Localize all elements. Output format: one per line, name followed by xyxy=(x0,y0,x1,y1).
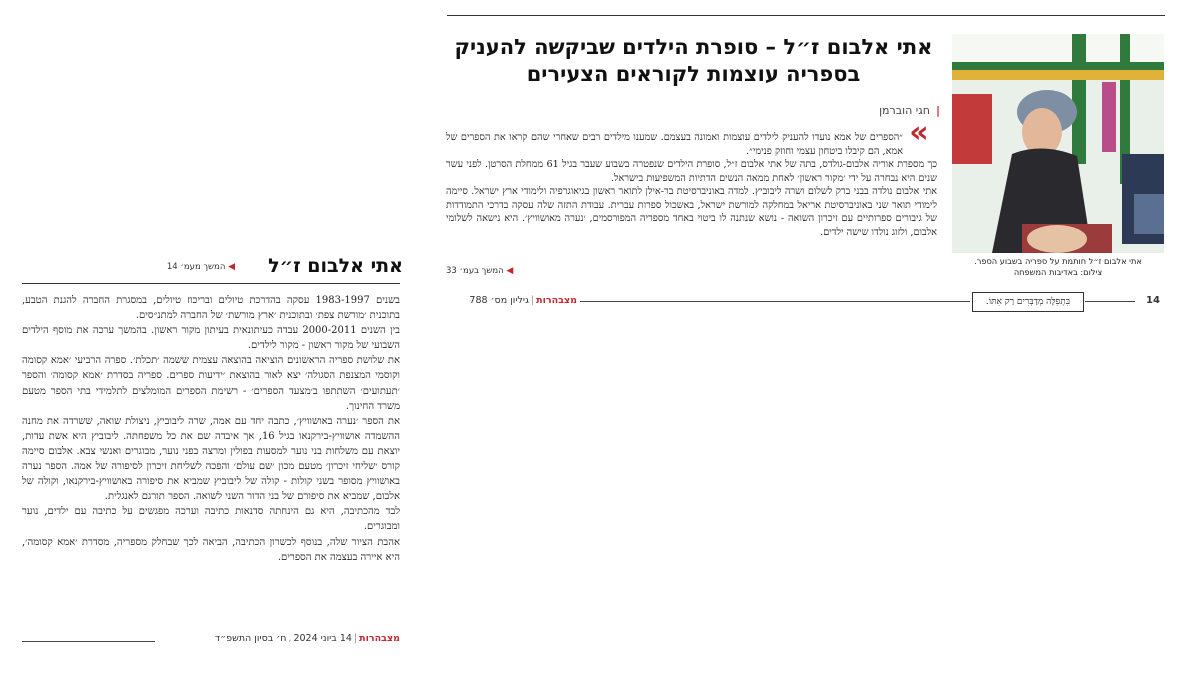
magazine-brand: מצבהרות xyxy=(536,295,577,306)
footer-date: 14 ביוני 2024 xyxy=(293,633,352,644)
body-paragraph: אתי אלבום נולדה בבני ברק לשלום ושרה ליבוביץ. למדה באוניברסיטת בר-אילן לתואר ראשון בגיאוגרפיה ולימודי ארץ ישראל. סיימה לימודי תואר שני באוניברסיטת אריאל במחלקה למורשת ישראל, באשכול ספרות עברית. עבודת התזה שלה עסקה בדרכי התמודדות של גיבורים ספרותיים עם זיכרון השואה - נושא שנתנה לו ביטוי באחד מספריה המפורסמים, ׳נערה מאושוויץ׳. היא נישאה לשלומי אלבום, ולזוג נולדו שישה ילדים. xyxy=(446,186,937,238)
caption-text: אתי אלבום ז״ל חותמת על ספריה בשבוע הספר. xyxy=(974,256,1142,266)
footer-separator: | xyxy=(353,633,358,644)
body-paragraph: בשנים 1983-1997 עסקה בהדרכת טיולים ובריכוז טיולים, במסגרת החברה להגנת הטבע, בתוכנית ׳מורשת צפת׳ ובתוכנית ׳ארץ מורשת׳ של החברה למתנ״סים. xyxy=(22,295,400,322)
continued-on-note[interactable] xyxy=(446,266,606,276)
continued-from-note[interactable] xyxy=(160,262,235,272)
magazine-brand: מצבהרות xyxy=(359,633,400,644)
photo-caption xyxy=(952,256,1164,278)
footer-rule xyxy=(1085,301,1135,302)
article-body-right xyxy=(446,131,937,239)
footer-rule xyxy=(22,641,155,642)
continued-on-text: המשך בעמ׳ 33 xyxy=(446,266,504,276)
article-photo xyxy=(952,34,1164,253)
article-body-left xyxy=(22,293,400,565)
footer-hebrew-date: ח׳ בסיון התשפ״ד xyxy=(214,633,287,644)
footer-separator: | xyxy=(530,295,535,306)
continue-arrow-icon: ◀ xyxy=(506,266,514,276)
page-number: 14 xyxy=(1146,295,1160,306)
body-paragraph: לבד מהכתיבה, היא גם הינחתה סדנאות כתיבה וערכה מפגשים על כתיבה עם ילדים, נוער ומבוגרים. xyxy=(22,506,400,533)
issue-number: גיליון מס׳ 788 xyxy=(469,295,529,306)
footer-rule xyxy=(580,301,970,302)
body-paragraph: אהבת הציור שלה, בנוסף לכשרון הכתיבה, הביאה לכך שבחלק מספריה, מסדרת ׳אמא קסומה׳, היא איירה בעצמה את הספרים. xyxy=(22,536,400,563)
footer-right xyxy=(447,295,577,306)
continued-from-text: המשך מעמ׳ 14 xyxy=(166,262,226,272)
article-headline: אתי אלבום ז״ל – סופרת הילדים שביקשה להעניק בספריה עוצמות לקוראים הצעירים xyxy=(454,35,933,86)
footer-left xyxy=(160,633,400,644)
footer-separator: , xyxy=(288,633,292,644)
slogan-box: בִּתְפִלָּה מְדַבְּרִים רַק אִתּוֹ. xyxy=(972,292,1084,312)
title-rule xyxy=(22,283,400,284)
byline xyxy=(447,104,940,117)
byline-bar: | xyxy=(935,104,940,117)
continue-arrow-icon: ◀ xyxy=(228,262,235,272)
top-rule xyxy=(447,15,1165,16)
quote-chevron-icon: « xyxy=(909,115,929,150)
body-paragraph: כך מספרת אוריה אלבום-גולדס, בתה של אתי אלבום ז״ל, סופרת הילדים שנפטרה בשבוע שעבר בגיל 61 ממחלת הסרטן. לפני עשר שנים היא נבחרה על ידי ׳מקור ראשון׳ לאחת ממאה הנשים הדתיות המשפיעות בישראל. xyxy=(446,159,937,184)
photo-credit: צילום: באדיבות המשפחה xyxy=(1013,267,1103,277)
body-paragraph: בין השנים 2000-2011 עבדה כעיתונאית בעיתון מקור ראשון. בהמשך ערכה את מוסף הילדים השבועי של מקור ראשון - מקור לילדים. xyxy=(22,325,400,352)
body-paragraph: את הספר ׳נערה באושוויץ׳, כתבה יחד עם אמה, שרה ליבוביץ, ניצולת שואה, ששרדה את מחנה ההשמדה אושוויץ-בירקנאו בגיל 16, אך איבדה שם את כל משפחתה. ליבוביץ היא אשת עדות, יוצאת עם משלחות בני נוער למסעות בפולין ומרצה בפני נוער, מבוגרים ואנשי צבא. אלבום סיימה קורס ׳שליחי זיכרון׳ מטעם מכון ׳שם עולם׳ והפכה לשליחת זיכרון לסיפורה של אמה. הספר נערה באושוויץ מסופר בשני קולות - קולה של ליבוביץ שמביא את סיפורה באושוויץ-בירקנאו, וקולה של אלבום, שמביא את סיפורם של בני הדור השני לשואה. הספר תורגם לאנגלית. xyxy=(22,415,400,503)
body-paragraph: את שלושת ספריה הראשונים הוציאה בהוצאה עצמית ששמה ׳תכלת׳. ספרה הרביעי ׳אמא קסומה וקוסמי המצנפת הסגולה׳ יצא לאור בהוצאת ׳ידיעות ספרים. ספריה בסדרת ׳אמא קסומה׳ והספר ׳תעתועים׳ השתתפו ב׳מצעד הספרים׳ - רשימת הספרים המומלצים לתלמידי בתי הספר מטעם משרד החינוך. xyxy=(22,355,400,412)
continuation-title: אתי אלבום ז״ל xyxy=(268,255,403,277)
author-name: חגי הוברמן xyxy=(879,104,930,117)
opening-quote-paragraph: ״הספרים של אמא נועדו להעניק לילדים עוצמות ואמונה בעצמם. שמענו מילדים רבים שאחרי שהם קראו את הספרים של אמא, הם קיבלו ביטחון עצמי וחוזק פנימי״. xyxy=(446,132,903,157)
